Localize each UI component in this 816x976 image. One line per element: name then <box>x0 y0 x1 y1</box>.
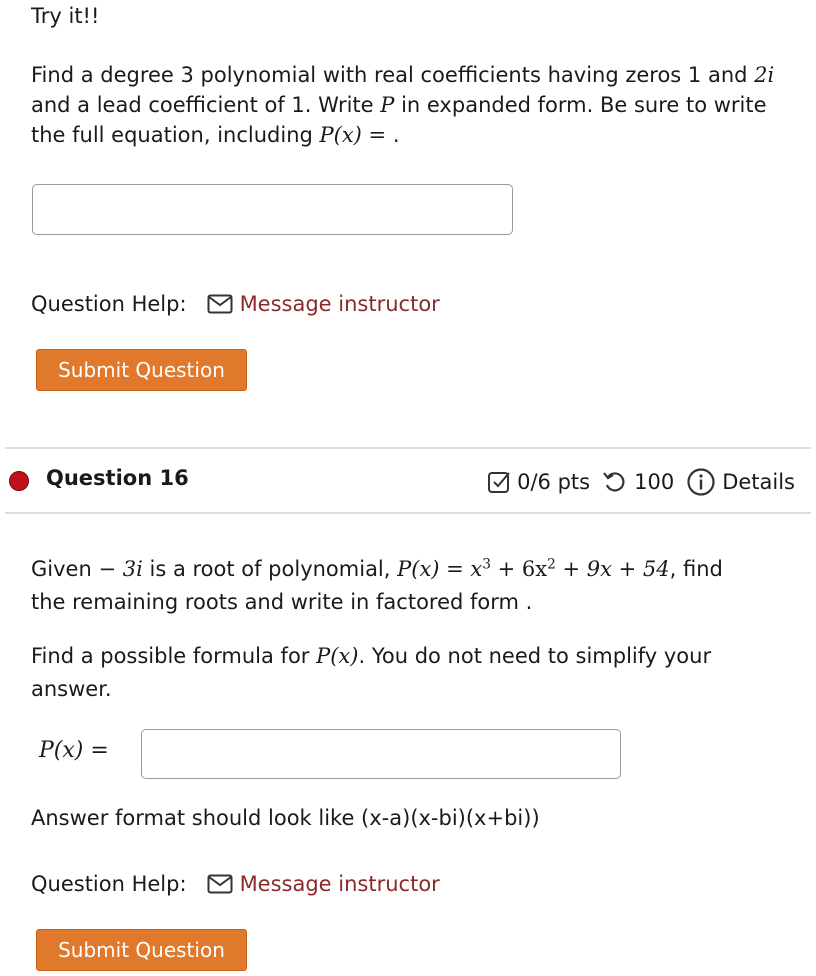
retry-icon <box>602 470 628 494</box>
question-help-label: Question Help: <box>31 292 187 316</box>
divider <box>5 512 811 514</box>
checkbox-icon <box>487 470 511 494</box>
question-15-prompt <box>31 60 801 150</box>
zero-2i: 2i <box>754 63 775 87</box>
points-text: 0/6 pts <box>517 470 591 494</box>
given-label: Given <box>31 557 99 581</box>
var-p: P <box>380 93 395 117</box>
question-16-formula-prompt <box>31 640 801 706</box>
message-instructor-label: Message instructor <box>239 872 440 896</box>
formula-text-3: answer. <box>31 677 112 701</box>
prompt-line-3: the full equation, including <box>31 123 320 147</box>
prompt-line-3-end: . <box>392 123 400 147</box>
p-of-x: P(x) = <box>319 123 393 147</box>
formula-text-2: . You do not need to simplify your <box>358 644 712 668</box>
divider <box>5 447 811 449</box>
question-16-prompt <box>31 553 801 619</box>
polynomial-expression: $P(x) = x^3 + 6x^2 + 9x + 54$ <box>397 556 670 581</box>
status-dot-icon <box>9 471 29 491</box>
question-help-label: Question Help: <box>31 872 187 896</box>
poly-lhs: P(x) = x <box>397 557 483 581</box>
try-it-heading: Try it!! <box>31 4 100 28</box>
attempts-text: 100 <box>634 470 675 494</box>
attempts-badge <box>602 470 674 494</box>
question-15-help <box>31 289 440 319</box>
is-root-of-text: is a root of polynomial, <box>142 557 398 581</box>
given-root: − 3i <box>98 557 143 581</box>
question-16-title: Question 16 <box>46 466 189 490</box>
points-badge <box>487 470 590 494</box>
question-16-answer-input[interactable] <box>141 729 621 779</box>
details-label: Details <box>722 470 795 494</box>
envelope-icon <box>207 294 233 314</box>
question-15-answer-input[interactable] <box>32 184 513 235</box>
info-icon <box>686 467 716 497</box>
answer-format-hint: Answer format should look like (x-a)(x-bi)(x+bi)) <box>31 806 540 830</box>
poly-term-3: + 9x + 54 <box>555 557 670 581</box>
prompt-line-2a: and a lead coefficient of 1. Write <box>31 93 381 117</box>
formula-px: P(x) <box>316 644 359 668</box>
envelope-icon <box>207 874 233 894</box>
question-16-submit-button[interactable]: Submit Question <box>36 929 247 971</box>
poly-term-2: + 6x <box>490 557 548 581</box>
find-text: , find <box>669 557 723 581</box>
prompt-line-2: the remaining roots and write in factored form . <box>31 590 533 614</box>
message-instructor-label: Message instructor <box>239 292 440 316</box>
question-15-submit-button[interactable]: Submit Question <box>36 349 247 391</box>
answer-label: P(x) = <box>39 738 109 763</box>
message-instructor-link[interactable] <box>207 292 440 316</box>
question-16-help <box>31 869 440 899</box>
formula-text-1: Find a possible formula for <box>31 644 317 668</box>
message-instructor-link[interactable] <box>207 872 440 896</box>
prompt-line-1: Find a degree 3 polynomial with real coefficients having zeros 1 and <box>31 63 755 87</box>
details-button[interactable] <box>686 467 795 497</box>
prompt-line-2b: in expanded form. Be sure to write <box>394 93 767 117</box>
question-16-meta <box>475 466 795 498</box>
